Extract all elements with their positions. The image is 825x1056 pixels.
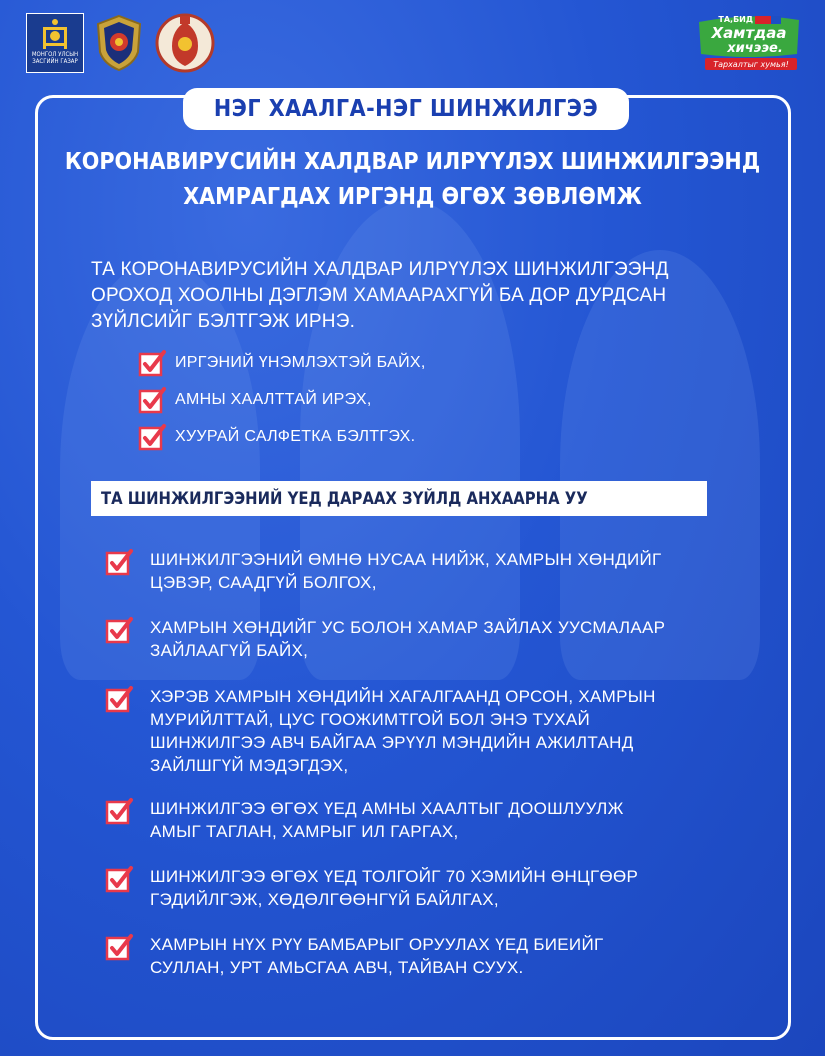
intro-line-2: ОРОХОД ХООЛНЫ ДЭГЛЭМ ХАМААРАХГҮЙ БА ДОР ДУРДСАН [91, 285, 667, 306]
advice-item [104, 796, 744, 843]
headline-line-1: КОРОНАВИРУСИЙН ХАЛДВАР ИЛРҮҮЛЭХ ШИНЖИЛГЭЭНД [64, 149, 761, 175]
state-emblem-icon [154, 12, 216, 74]
checkbox-checked-icon [137, 348, 167, 378]
section-banner-text: ТА ШИНЖИЛГЭЭНИЙ ҮЕД ДАРААХ ЗҮЙЛД АНХААРНА УУ [101, 489, 588, 508]
checkbox-checked-icon [104, 615, 134, 645]
checkbox-checked-icon [104, 864, 134, 894]
intro-text [91, 257, 771, 335]
checkbox-checked-icon [137, 385, 167, 415]
advice-line: МУРИЙЛТТАЙ, ЦУС ГООЖИМТГОЙ БОЛ ЭНЭ ТУХАЙ [150, 710, 591, 729]
headline-line-2: ХАМРАГДАХ ИРГЭНД ӨГӨХ ЗӨВЛӨМЖ [183, 184, 642, 210]
campaign-logo [693, 14, 805, 72]
intro-line-3: ЗҮЙЛСИЙГ БЭЛТГЭЖ ИРНЭ. [91, 311, 356, 332]
checkbox-checked-icon [104, 932, 134, 962]
campaign-logo-main-2: хичээе. [727, 41, 783, 56]
advice-line: ЗАЙЛШГҮЙ МЭДЭГДЭХ, [150, 756, 349, 775]
advice-line: ШИНЖИЛГЭЭ АВЧ БАЙГАА ЭРҮҮЛ МЭНДИЙН АЖИЛТАНД [150, 733, 634, 752]
checkbox-checked-icon [137, 422, 167, 452]
advice-item [104, 864, 744, 911]
page-title: НЭГ ХААЛГА-НЭГ ШИНЖИЛГЭЭ [213, 96, 599, 122]
checkbox-checked-icon [104, 796, 134, 826]
advice-line: ЗАЙЛААГҮЙ БАЙХ, [150, 641, 309, 660]
advice-text [150, 547, 662, 594]
campaign-logo-top: ТА,БИД [718, 15, 753, 24]
advice-line: СУЛЛАН, УРТ АМЬСГАА АВЧ, ТАЙВАН СУУХ. [150, 958, 524, 977]
requirement-item [137, 418, 426, 455]
logo-group [26, 12, 216, 74]
requirement-text: ИРГЭНИЙ ҮНЭМЛЭХТЭЙ БАЙХ, [175, 353, 426, 371]
intro-line-1: ТА КОРОНАВИРУСИЙН ХАЛДВАР ИЛРҮҮЛЭХ ШИНЖИЛГЭЭНД [91, 259, 669, 280]
campaign-logo-tagline: Тархалтыг хумья! [713, 60, 789, 69]
advice-text [150, 615, 665, 662]
checkbox-checked-icon [104, 547, 134, 577]
advice-text [150, 932, 603, 979]
advice-line: ЦЭВЭР, СААДГҮЙ БОЛГОХ, [150, 573, 377, 592]
section-banner [91, 481, 707, 516]
requirement-item [137, 381, 426, 418]
requirements-list [137, 344, 426, 455]
advice-item [104, 547, 744, 594]
advice-line: ШИНЖИЛГЭЭНИЙ ӨМНӨ НУСАА НИЙЖ, ХАМРЫН ХӨНДИЙГ [150, 550, 662, 569]
advice-line: ГЭДИЙЛГЭЖ, ХӨДӨЛГӨӨНГҮЙ БАЙЛГАХ, [150, 890, 499, 909]
advice-item [104, 615, 744, 662]
requirement-text: АМНЫ ХААЛТТАЙ ИРЭХ, [175, 390, 372, 408]
advice-item [104, 932, 744, 979]
advice-text [150, 796, 624, 843]
advice-line: ХАМРЫН ХӨНДИЙГ УС БОЛОН ХАМАР ЗАЙЛАХ УУСМАЛААР [150, 618, 666, 637]
headline [40, 145, 785, 215]
advice-line: ШИНЖИЛГЭЭ ӨГӨХ ҮЕД ТОЛГОЙГ 70 ХЭМИЙН ӨНЦГӨӨР [150, 867, 639, 886]
campaign-logo-main-1: Хамтдаа [711, 24, 787, 42]
advice-line: АМЫГ ТАГЛАН, ХАМРЫГ ИЛ ГАРГАХ, [150, 822, 459, 841]
advice-line: ШИНЖИЛГЭЭ ӨГӨХ ҮЕД АМНЫ ХААЛТЫГ ДООШЛУУЛЖ [150, 799, 624, 818]
advice-text [150, 684, 656, 777]
advice-item [104, 684, 744, 777]
advice-line: ХЭРЭВ ХАМРЫН ХӨНДИЙН ХАГАЛГААНД ОРСОН, ХАМРЫН [150, 687, 656, 706]
requirement-item [137, 344, 426, 381]
government-logo-text: МОНГОЛ УЛСЫН ЗАСГИЙН ГАЗАР [31, 51, 79, 65]
police-shield-icon [96, 14, 142, 72]
checkbox-checked-icon [104, 684, 134, 714]
requirement-text: ХУУРАЙ САЛФЕТКА БЭЛТГЭХ. [175, 427, 416, 445]
soyombo-icon [40, 17, 70, 51]
government-logo [26, 13, 84, 73]
advice-line: ХАМРЫН НҮХ РҮҮ БАМБАРЫГ ОРУУЛАХ ҮЕД БИЕИЙГ [150, 935, 604, 954]
title-tab [183, 88, 629, 130]
advice-text [150, 864, 638, 911]
